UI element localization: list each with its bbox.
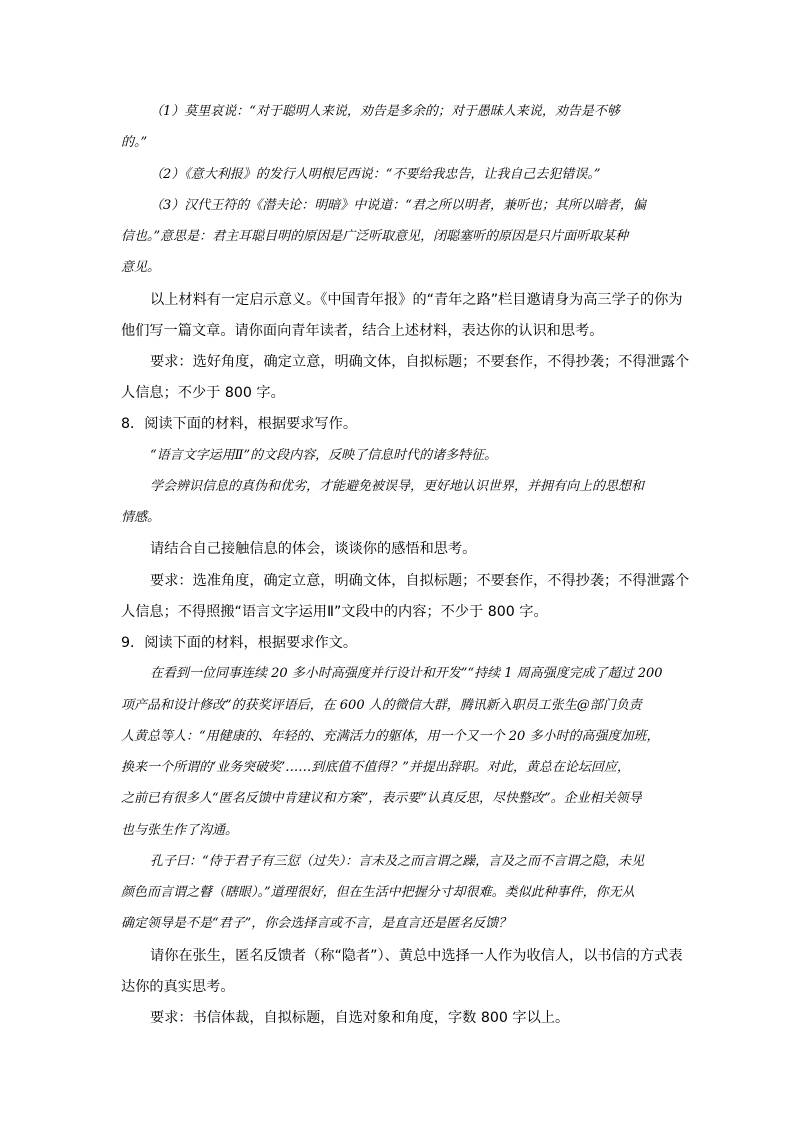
q9-material-line-1: 在看到一位同事连续 20 多小时高强度并行设计和开发”“持续 1 周高强度完成了超过 200 <box>150 666 663 681</box>
material-3-line-3: 意见。 <box>121 260 161 275</box>
q9-quote-line-2: 颜色而言谓之瞽（瞎眼）。”道理很好，但在生活中把握分寸却很难。类似此种事件，你无从 <box>121 885 635 900</box>
q9-prompt-line-2: 达你的真实思考。 <box>121 979 235 995</box>
q9-prompt-line-1: 请你在张生，匿名反馈者（称“隐者”）、黄总中选择一人作为收信人，以书信的方式表 <box>150 948 683 964</box>
q9-quote-line-3: 确定领导是不是“君子”，你会选择言或不言，是直言还是匿名反馈？ <box>121 916 512 931</box>
q7-prompt-line-2: 他们写一篇文章。请你面向青年读者，结合上述材料，表达你的认识和思考。 <box>121 323 604 339</box>
q9-requirement: 要求：书信体裁，自拟标题，自选对象和角度，字数 800 字以上。 <box>150 1010 570 1026</box>
q8-requirement-line-2: 人信息；不得照搬“语言文字运用Ⅱ”文段中的内容；不少于 800 字。 <box>121 604 548 620</box>
q9-material-line-2: 项产品和设计修改”的获奖评语后，在 600 人的微信大群，腾讯新入职员工张生@部门负责 <box>121 698 642 713</box>
material-1-line-2: 的。” <box>121 135 148 150</box>
material-1-line-1: （1）莫里哀说：“对于聪明人来说，劝告是多余的；对于愚昧人来说，劝告是不够 <box>150 104 620 119</box>
material-3-line-1: （3）汉代王符的《潜夫论：明暗》中说道：“君之所以明者，兼听也；其所以暗者，偏 <box>150 198 646 213</box>
q8-material-line-1: “语言文字运用Ⅱ”的文段内容，反映了信息时代的诸多特征。 <box>150 448 498 463</box>
q9-material-line-4: 换来一个所谓的‘业务突破奖’……到底值不值得？”并提出辞职。对此，黄总在论坛回应， <box>121 760 630 775</box>
q8-prompt: 请结合自己接触信息的体会，谈谈你的感悟和思考。 <box>150 541 477 557</box>
q8-requirement-line-1: 要求：选准角度，确定立意，明确文体，自拟标题；不要套作，不得抄袭；不得泄露个 <box>150 573 690 589</box>
q8-material-line-2: 学会辨识信息的真伪和优劣，才能避免被误导，更好地认识世界，并拥有向上的思想和 <box>150 479 645 494</box>
q9-heading: 9．阅读下面的材料，根据要求作文。 <box>121 635 358 651</box>
q9-material-line-6: 也与张生作了沟通。 <box>121 823 239 838</box>
q8-material-line-3: 情感。 <box>121 510 161 525</box>
q7-prompt-line-1: 以上材料有一定启示意义。《中国青年报》的“青年之路”栏目邀请身为高三学子的你为 <box>150 292 683 308</box>
q8-heading: 8．阅读下面的材料，根据要求写作。 <box>121 416 358 432</box>
q9-material-line-5: 之前已有很多人“匿名反馈中肯建议和方案”，表示要“认真反思，尽快整改”。企业相关领导 <box>121 791 642 806</box>
q7-requirement-line-1: 要求：选好角度，确定立意，明确文体，自拟标题；不要套作，不得抄袭；不得泄露个 <box>150 354 690 370</box>
material-2-line-1: （2）《意大利报》的发行人明根尼西说：“不要给我忠告，让我自己去犯错误。” <box>150 167 601 182</box>
material-3-line-2: 信也。”意思是：君主耳聪目明的原因是广泛听取意见，闭聪塞听的原因是只片面听取某种 <box>121 229 629 244</box>
q9-material-line-3: 人黄总等人：“用健康的、年轻的、充满活力的躯体，用一个又一个 20 多小时的高强度加班， <box>121 729 660 744</box>
q9-quote-line-1: 孔子曰：“侍于君子有三愆（过失）：言未及之而言谓之躁，言及之而不言谓之隐，未见 <box>150 854 645 869</box>
q7-requirement-line-2: 人信息；不少于 800 字。 <box>121 385 285 401</box>
